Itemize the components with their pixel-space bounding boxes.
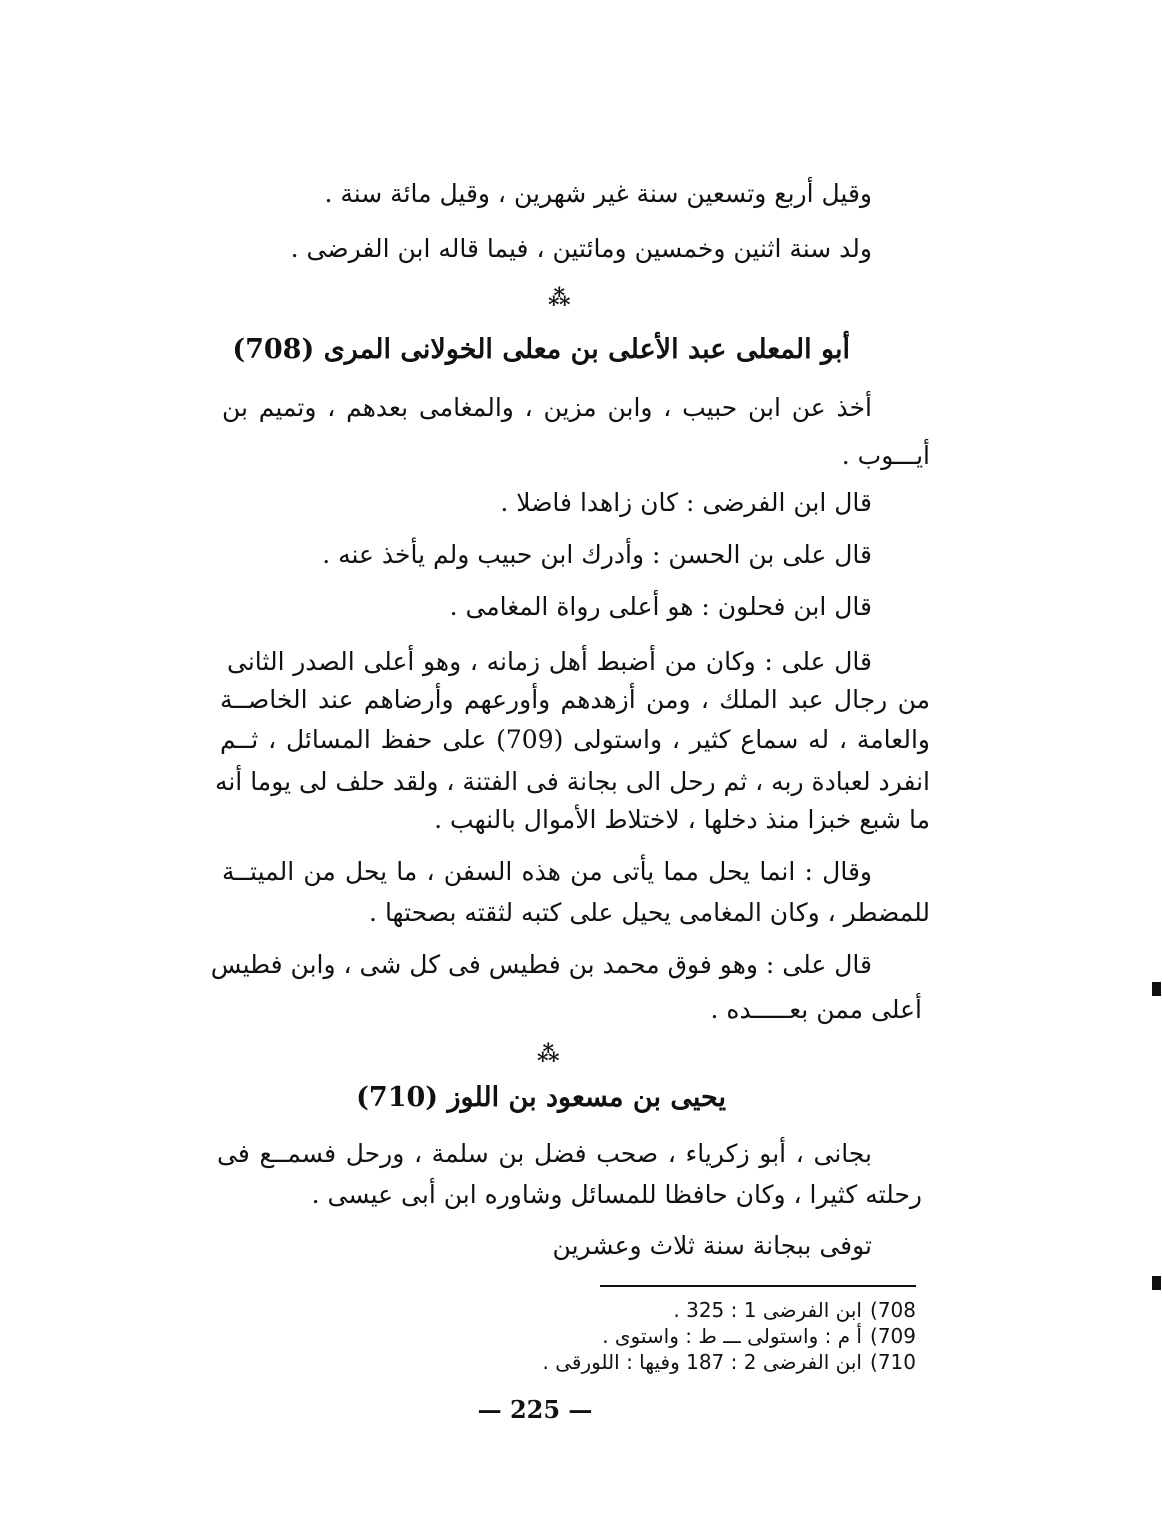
text-line: أيـــوب . xyxy=(841,441,930,470)
footnote xyxy=(673,1297,916,1323)
text-line: من رجال عبد الملك ، ومن أزهدهم وأورعهم وأرضاهم عند الخاصــة xyxy=(220,685,930,714)
footnote-text: أ م : واستولى ـــ ط : واستوى . xyxy=(602,1324,862,1348)
page-number: — 225 — xyxy=(477,1395,593,1424)
text-line: قال على : وهو فوق محمد بن فطيس فى كل شى ، وابن فطيس xyxy=(210,950,872,979)
scan-mark xyxy=(1152,982,1161,996)
text-line: رحلته كثيرا ، وكان حافظا للمسائل وشاوره ابن أبى عيسى . xyxy=(311,1180,922,1209)
text-line: قال ابن فحلون : هو أعلى رواة المغامى . xyxy=(449,592,872,621)
biography-heading: يحيى بن مسعود بن اللوز (710) xyxy=(356,1082,726,1113)
text-line: وقيل أربع وتسعين سنة غير شهرين ، وقيل مائة سنة . xyxy=(324,179,872,208)
text-line: ما شبع خبزا منذ دخلها ، لاختلاط الأموال بالنهب . xyxy=(434,805,930,834)
footnote-text: ابن الفرضى 2 : 187 وفيها : اللورقى . xyxy=(542,1350,862,1374)
text-line: توفى ببجانة سنة ثلاث وعشرين xyxy=(552,1231,872,1260)
text-line: وقال : انما يحل مما يأتى من هذه السفن ، ما يحل من الميتــة xyxy=(222,857,872,886)
text-line: قال ابن الفرضى : كان زاهدا فاضلا . xyxy=(500,488,872,517)
text-line: للمضطر ، وكان المغامى يحيل على كتبه لثقته بصحتها . xyxy=(369,898,930,927)
text-line: قال على : وكان من أضبط أهل زمانه ، وهو أعلى الصدر الثانى xyxy=(227,647,872,676)
text-line: والعامة ، له سماع كثير ، واستولى (709) على حفظ المسائل ، ثــم xyxy=(220,725,930,754)
text-line: ولد سنة اثنين وخمسين ومائتين ، فيما قاله ابن الفرضى . xyxy=(290,234,872,263)
scan-mark xyxy=(1152,1276,1161,1290)
footnote xyxy=(602,1323,916,1349)
text-line: بجانى ، أبو زكرياء ، صحب فضل بن سلمة ، ورحل فسمــع فى xyxy=(217,1139,872,1168)
section-ornament: ⁂ xyxy=(537,1041,560,1067)
footnote xyxy=(543,1349,917,1375)
text-line: قال على بن الحسن : وأدرك ابن حبيب ولم يأخذ عنه . xyxy=(322,540,872,569)
footnote-text: ابن الفرضى 1 : 325 . xyxy=(673,1298,862,1322)
footnote-divider xyxy=(600,1285,916,1287)
text-line: انفرد لعبادة ربه ، ثم رحل الى بجانة فى الفتنة ، ولقد حلف لى يوما أنه xyxy=(214,767,930,796)
footnote-number: 710) xyxy=(870,1350,916,1374)
text-line: أعلى ممن بعـــــده . xyxy=(710,995,922,1024)
footnote-number: 708) xyxy=(870,1298,916,1322)
section-ornament: ⁂ xyxy=(548,285,571,311)
footnote-number: 709) xyxy=(870,1324,916,1348)
text-line: أخذ عن ابن حبيب ، وابن مزين ، والمغامى بعدهم ، وتميم بن xyxy=(222,393,872,422)
biography-heading: أبو المعلى عبد الأعلى بن معلى الخولانى المرى (708) xyxy=(232,334,850,365)
